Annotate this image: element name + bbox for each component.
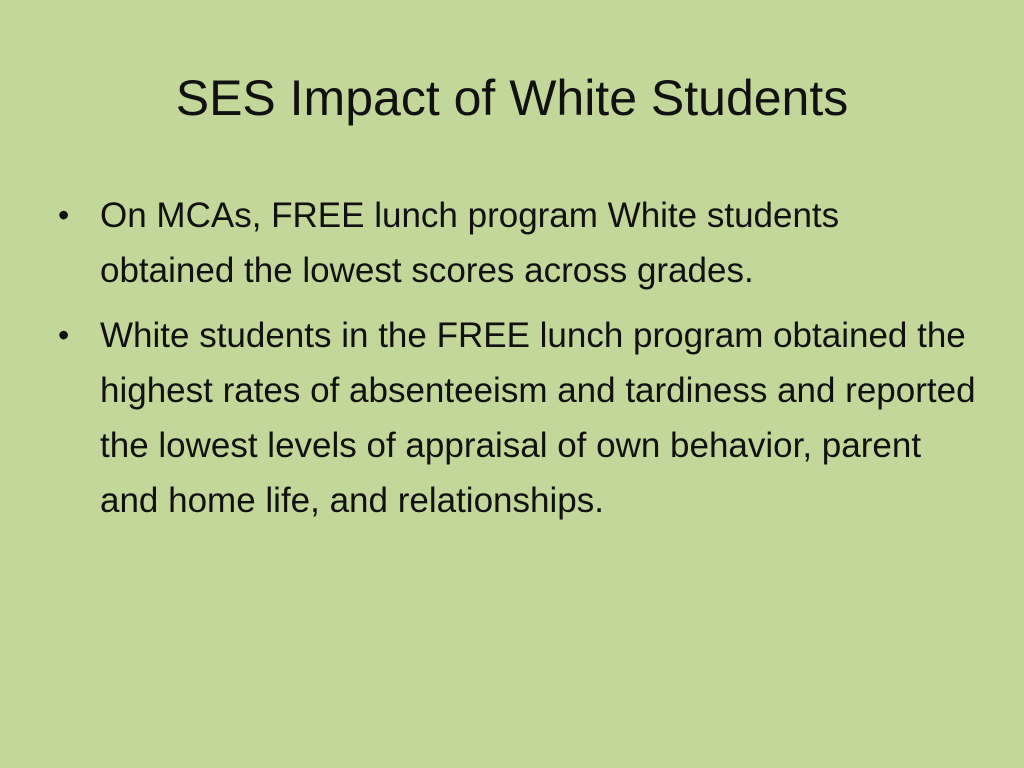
bullet-text: White students in the FREE lunch program obtained the highest rates of absenteeism and tardiness and reported the lowest levels of appraisal of own behavior, parent and home life, and relationships. bbox=[100, 316, 976, 520]
bullet-item bbox=[58, 188, 978, 298]
bullet-icon: • bbox=[58, 317, 70, 353]
bullet-text: On MCAs, FREE lunch program White students obtained the lowest scores across grades. bbox=[100, 196, 840, 290]
bullet-list bbox=[58, 188, 978, 538]
bullet-item bbox=[58, 308, 978, 528]
slide-title: SES Impact of White Students bbox=[175, 70, 849, 126]
bullet-icon: • bbox=[58, 197, 70, 233]
